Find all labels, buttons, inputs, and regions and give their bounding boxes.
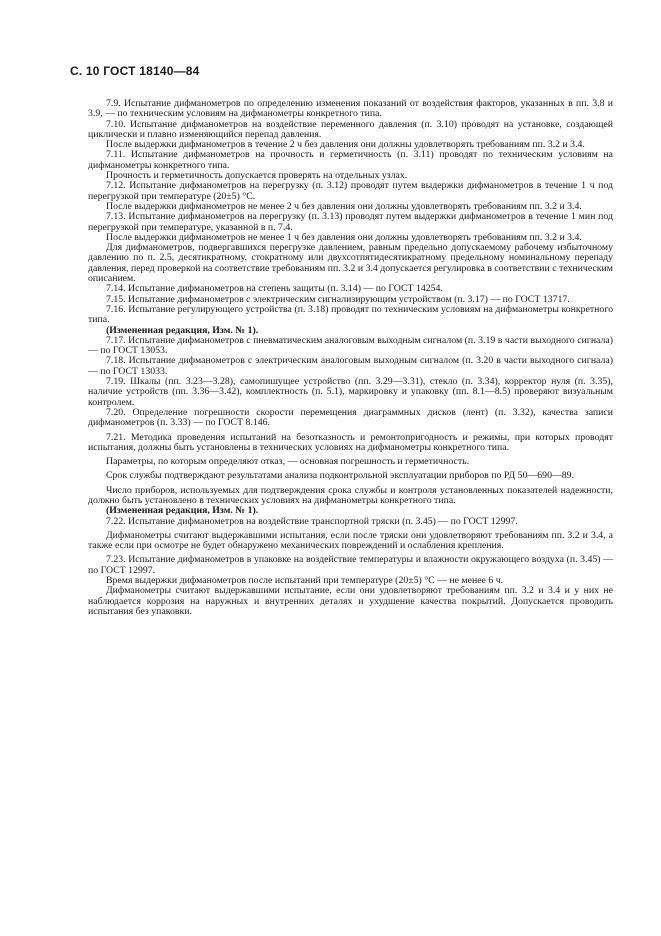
paragraph: Дифманометры считают выдержавшими испытания, если после тряски они удовлетворяют требованиям пп. 3.2 и 3.4, а также если при осмотре не будет обнаружено механических повреждений и ослабления крепления. [88, 529, 613, 552]
paragraph: 7.19. Шкалы (пп. 3.23—3.28), самопишущее устройство (пп. 3.29—3.31), стекло (п. 3.34), корректор нуля (п. 3.35), наличие устройств (пп. 3.36—3.42), комплектность (п. 5.1), маркировку и упаковку (пп. 8.1—8.5) проверяют визуальным контролем. [88, 376, 613, 408]
paragraph: 7.15. Испытание дифманометров с электрическим сигнализирующим устройством (п. 3.17) — по ГОСТ 13717. [106, 293, 570, 305]
paragraph: 7.11. Испытание дифманометров на прочность и герметичность (п. 3.11) проводят по техническим условиям на дифманометры конкретного типа. [88, 149, 613, 171]
document-body [88, 99, 613, 617]
paragraph: Число приборов, используемых для подтверждения срока службы и контроля установленных показателей надежности, должно быть установлено в технических условиях на дифманометры конкретного типа. [88, 484, 613, 506]
paragraph: После выдержки дифманометров не менее 1 ч без давления они должны удовлетворять требованиям пп. 3.2 и 3.4. [106, 231, 582, 243]
page-header: С. 10 ГОСТ 18140—84 [70, 64, 200, 78]
paragraph: 7.13. Испытание дифманометров на перегрузку (п. 3.13) проводят путем выдержки дифманометров в течение 1 мин под перегрузкой при температуре, указанной в п. 7.4. [88, 211, 613, 233]
paragraph: 7.10. Испытание дифманометров на воздействие переменного давления (п. 3.10) проводят на установке, создающей циклически и плавно изменяющийся перепад давления. [88, 118, 613, 140]
paragraph: Параметры, по которым определяют отказ, — основная погрешность и герметичность. [106, 456, 470, 468]
paragraph: 7.21. Методика проведения испытаний на безотказность и ремонтопригодность и режимы, при которых проводят испытания, должны быть установлены в технических условиях на дифманометры конкретного типа. [88, 431, 613, 453]
paragraph: 7.18. Испытание дифманометров с электрическим аналоговым выходным сигналом (п. 3.20 в части выходного сигнала) — по ГОСТ 13033. [88, 355, 613, 377]
paragraph: 7.17. Испытание дифманометров с пневматическим аналоговым выходным сигналом (п. 3.19 в части выходного сигнала) — по ГОСТ 13053. [88, 334, 613, 357]
paragraph: Срок службы подтверждают результатами анализа подконтрольной эксплуатации приборов по РД 50—690—89. [106, 470, 575, 482]
amendment-note: (Измененная редакция, Изм. № 1). [106, 505, 259, 517]
paragraph: 7.9. Испытание дифманометров по определению изменения показаний от воздействия факторов, указанных в пп. 3.8 и 3.9, — по техническим условиям на дифманометры конкретного типа. [88, 98, 613, 120]
amendment-note: (Измененная редакция, Изм. № 1). [106, 324, 259, 336]
paragraph: 7.12. Испытание дифманометров на перегрузку (п. 3.12) проводят путем выдержки дифманометров в течение 1 ч под перегрузкой при температуре (20±5) °С. [88, 180, 613, 202]
paragraph: Дифманометры считают выдержавшими испытание, если они удовлетворяют требованиям пп. 3.2 и 3.4 и у них не наблюдается коррозия на наружных и внутренних деталях и ухудшение качества покрытий. Допускается проводить испытания без упаковки. [88, 585, 613, 617]
paragraph: Для дифманометров, подвергавшихся перегрузке давлением, равным предельно допускаемому рабочему избыточному давлению по п. 2.5, десятикратному, стократному или двухсотпятидесятикратному предельному номинальному перепаду давления, перед проверкой на соответствие требованиям пп. 3.2 и 3.4 допускается регулировка в соответствии с техническим описанием. [88, 242, 613, 285]
paragraph: 7.22. Испытание дифманометров на воздействие транспортной тряски (п. 3.45) — по ГОСТ 12997. [106, 515, 518, 527]
paragraph: 7.23. Испытание дифманометров в упаковке на воздействие температуры и влажности окружающего воздуха (п. 3.45) — по ГОСТ 12997. [88, 554, 613, 576]
paragraph: Время выдержки дифманометров после испытаний при температуре (20±5) °С — не менее 6 ч. [106, 575, 504, 587]
paragraph: 7.20. Определение погрешности скорости перемещения диаграммных дисков (лент) (п. 3.32), качества записи дифманометров (п. 3.33) — по ГОСТ 8.146. [88, 406, 613, 429]
paragraph: 7.16. Испытание регулирующего устройства (п. 3.18) проводят по техническим условиям на дифманометры конкретного типа. [88, 303, 613, 326]
paragraph: 7.14. Испытание дифманометров на степень защиты (п. 3.14) — по ГОСТ 14254. [106, 283, 443, 295]
paragraph: Прочность и герметичность допускается проверять на отдельных узлах. [106, 170, 408, 182]
paragraph: После выдержки дифманометров не менее 2 ч без давления они должны удовлетворять требованиям пп. 3.2 и 3.4. [106, 200, 582, 212]
paragraph: После выдержки дифманометров в течение 2 ч без давления они должны удовлетворять требованиям пп. 3.2 и 3.4. [106, 139, 585, 151]
